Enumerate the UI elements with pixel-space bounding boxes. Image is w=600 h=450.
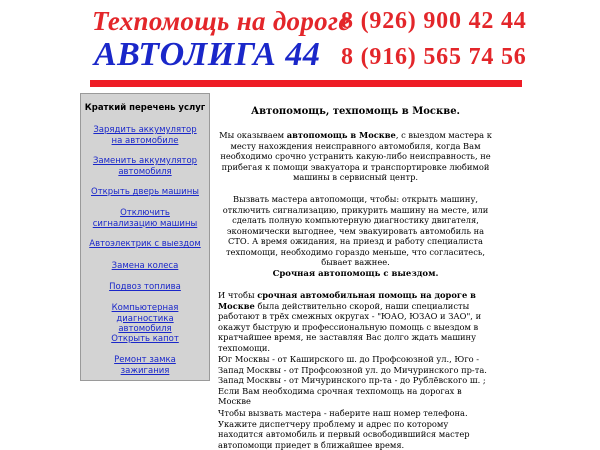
sidebar-link-open-door[interactable]: Открыть дверь машины: [91, 187, 199, 197]
coverage-text-end: была действительно скорой, наши специалисты работают в трёх смежных округах - "ЮАО, ЮЗАО и ЗАО", и окажут быструю и профессиональную помощь с выездом в кратчайшее время, не заставляя Вас долго ждать машину техпомощи.: [218, 300, 482, 353]
services-sidebar: [80, 93, 210, 381]
phone-number-2[interactable]: 8 (916) 565 74 56: [341, 44, 527, 70]
sidebar-link-replace-battery[interactable]: Заменить аккумулятор автомобиля: [92, 156, 198, 177]
header-divider: [90, 80, 522, 87]
intro-text-end: , с выездом мастера к месту нахождения неисправного автомобиля, когда Вам необходимо срочно устранить какую-либо неисправность, не прибегая к помощи эвакуатора и транспортировке любимой машины в сервисный центр.: [220, 130, 492, 182]
sidebar-title: Краткий перечень услуг: [84, 103, 206, 113]
districts-paragraph: Юг Москвы - от Каширского ш. до Профсоюзной ул., Юго - Запад Москвы - от Профсоюзной ул. до Мичуринского пр-та. Запад Москвы - от Мичуринского пр-та - до Рублёвского ш. ; Если Вам необходима срочная техпомощь на дорогах в Москве: [218, 354, 487, 406]
sidebar-link-ignition-repair[interactable]: Ремонт замка зажигания: [114, 355, 176, 376]
intro-highlight: автопомощь в Москве: [286, 130, 396, 140]
coverage-highlight: срочная автомобильная помощь на дороге в Москве: [218, 290, 476, 311]
sidebar-link-charge-battery[interactable]: Зарядить аккумулятор на автомобиле: [93, 125, 197, 146]
site-header: [0, 0, 600, 90]
sidebar-link-disable-alarm[interactable]: Отключить сигнализацию машины: [92, 208, 198, 229]
sidebar-link-fuel-delivery[interactable]: Подвоз топлива: [109, 282, 181, 292]
benefits-paragraph: Вызвать мастера автопомощи, чтобы: открыть машину, отключить сигнализацию, прикурить машину на месте, или сделать полную компьютерную диагностику двигателя, экономически выгоднее, чем эвакуировать автомобиль на СТО. А время ожидания, на приезд и работу специалиста техпомощи, необходимо гораздо меньше, что согласитесь, бывает важнее.: [222, 194, 489, 267]
intro-text-start: Мы оказываем: [219, 130, 287, 140]
coverage-paragraph: [218, 290, 493, 353]
site-tagline: Техпомощь на дороге: [92, 6, 351, 36]
sidebar-link-computer-diagnostics[interactable]: Компьютерная диагностика автомобиля: [111, 303, 179, 334]
call-instructions-paragraph: Чтобы вызвать мастера - наберите наш номер телефона. Укажите диспетчеру проблему и адрес по которому находится автомобиль и первый освободившийся мастер автопомощи приедет в ближайшее время.: [218, 408, 470, 450]
coverage-text-start: И чтобы: [218, 290, 258, 300]
phone-number-1[interactable]: 8 (926) 900 42 44: [341, 8, 527, 34]
sidebar-link-wheel-change[interactable]: Замена колеса: [111, 261, 179, 271]
sidebar-link-open-hood[interactable]: Открыть капот: [111, 334, 179, 344]
sidebar-link-auto-electrician[interactable]: Автоэлектрик с выездом: [89, 239, 201, 249]
page-title: Автопомощь, техпомощь в Москве.: [250, 106, 461, 117]
section-subtitle: Срочная автопомощь с выездом.: [272, 269, 439, 279]
brand-logo-text[interactable]: АВТОЛИГА 44: [94, 36, 321, 73]
intro-paragraph: [218, 130, 493, 183]
